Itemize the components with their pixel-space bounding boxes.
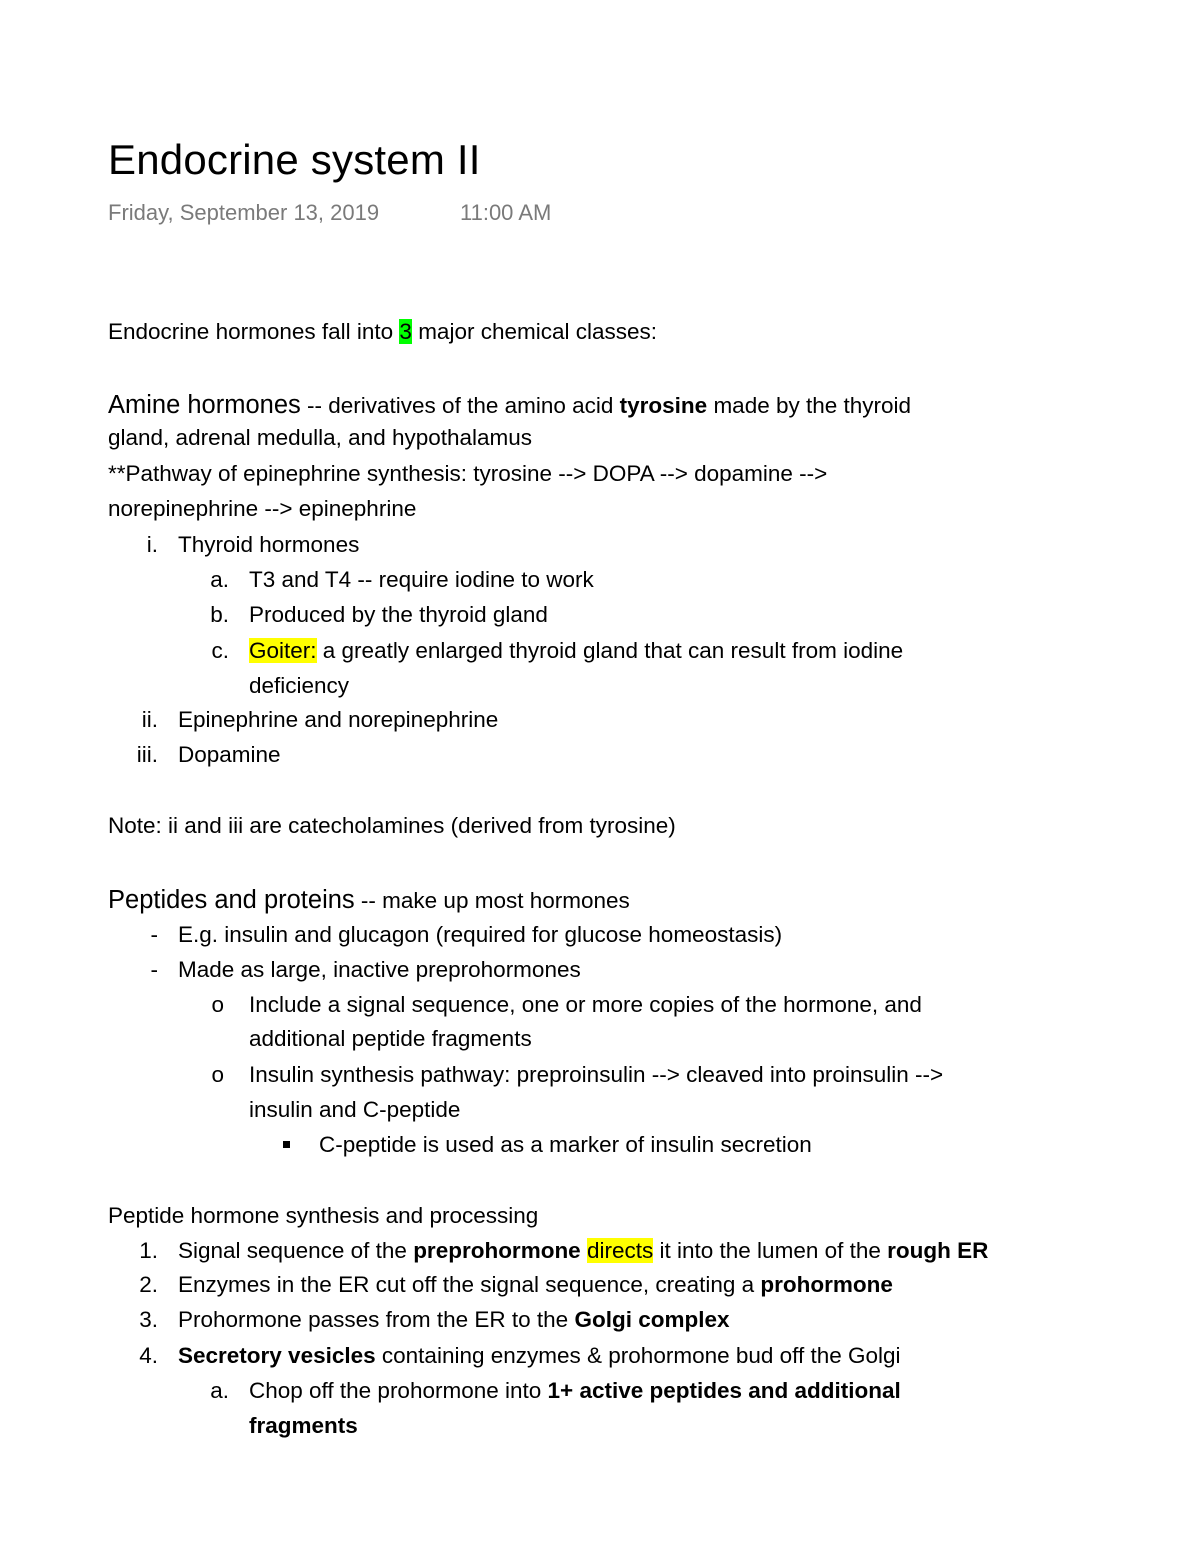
- list-marker: b.: [210, 602, 229, 627]
- list-item-text: [178, 1303, 729, 1337]
- catecholamine-note: Note: ii and iii are catecholamines (derived from tyrosine): [108, 813, 676, 838]
- amine-desc: -- derivatives of the amino acid: [300, 393, 620, 418]
- list-item-text: [178, 1268, 893, 1302]
- amine-heading-line: [108, 388, 911, 423]
- goiter-text: a greatly enlarged thyroid gland that can result from iodine: [316, 638, 904, 663]
- list-item-text: Produced by the thyroid gland: [249, 602, 548, 627]
- bold-term: Secretory vesicles: [178, 1343, 376, 1368]
- highlight-directs: directs: [586, 1238, 654, 1263]
- list-item-text: [249, 1374, 901, 1408]
- list-item-text: C-peptide is used as a marker of insulin secretion: [319, 1132, 812, 1157]
- bold-term: prohormone: [760, 1272, 893, 1297]
- list-item-text: Made as large, inactive preprohormones: [178, 957, 581, 982]
- list-marker: a.: [210, 1378, 229, 1403]
- step-text: Prohormone passes from the ER to the: [178, 1307, 575, 1332]
- list-item-text: Dopamine: [178, 742, 281, 767]
- square-bullet-icon: [283, 1141, 290, 1148]
- list-marker: ii.: [141, 707, 158, 732]
- note-meta: [108, 198, 552, 228]
- bold-term: rough ER: [887, 1238, 989, 1263]
- list-item-text: Include a signal sequence, one or more copies of the hormone, and: [249, 992, 922, 1017]
- list-marker: o: [211, 992, 224, 1017]
- highlight-goiter: Goiter:: [249, 638, 317, 663]
- list-marker: -: [150, 922, 158, 947]
- list-marker: o: [211, 1062, 224, 1087]
- note-time: 11:00 AM: [460, 200, 552, 225]
- list-marker: i.: [146, 532, 158, 557]
- list-item-text-cont: additional peptide fragments: [249, 1026, 532, 1051]
- peptides-heading-line: [108, 883, 630, 918]
- bold-term: preprohormone: [413, 1238, 581, 1263]
- step-text: Chop off the prohormone into: [249, 1378, 548, 1403]
- list-marker: 1.: [139, 1238, 158, 1263]
- list-marker: c.: [211, 638, 229, 663]
- list-marker: 4.: [139, 1343, 158, 1368]
- step-text: Enzymes in the ER cut off the signal sequence, creating a: [178, 1272, 761, 1297]
- list-item-text-cont: deficiency: [249, 673, 350, 698]
- bold-term: Golgi complex: [574, 1307, 730, 1332]
- amine-desc-end: made by the thyroid: [707, 393, 912, 418]
- list-marker: 3.: [139, 1307, 158, 1332]
- list-marker: a.: [210, 567, 229, 592]
- step-text: containing enzymes & prohormone bud off the Golgi: [375, 1343, 901, 1368]
- list-item-text: T3 and T4 -- require iodine to work: [249, 567, 594, 592]
- intro-text-end: major chemical classes:: [411, 319, 658, 344]
- list-marker: -: [150, 957, 158, 982]
- list-marker: iii.: [136, 742, 158, 767]
- list-item-text: E.g. insulin and glucagon (required for glucose homeostasis): [178, 922, 783, 947]
- bold-term: 1+ active peptides and additional: [547, 1378, 901, 1403]
- processing-heading: Peptide hormone synthesis and processing: [108, 1203, 539, 1228]
- highlight-number: 3: [399, 319, 412, 344]
- amine-line2: gland, adrenal medulla, and hypothalamus: [108, 425, 533, 450]
- page-title: Endocrine system II: [108, 136, 481, 183]
- pathway-line1: **Pathway of epinephrine synthesis: tyrosine --> DOPA --> dopamine -->: [108, 461, 828, 486]
- step-text: Signal sequence of the: [178, 1238, 414, 1263]
- list-item-text-cont: fragments: [249, 1413, 358, 1438]
- list-item-text: [178, 1234, 988, 1268]
- list-item-text-cont: insulin and C-peptide: [249, 1097, 461, 1122]
- section-heading-amine: Amine hormones: [108, 391, 301, 419]
- list-item-text: [178, 1339, 901, 1373]
- intro-line: [108, 315, 657, 349]
- section-heading-peptides: Peptides and proteins: [108, 886, 355, 914]
- peptides-desc: -- make up most hormones: [354, 888, 630, 913]
- note-date: Friday, September 13, 2019: [108, 200, 380, 225]
- intro-text: Endocrine hormones fall into: [108, 319, 400, 344]
- bold-tyrosine: tyrosine: [619, 393, 708, 418]
- step-text: it into the lumen of the: [653, 1238, 888, 1263]
- list-item-text: Thyroid hormones: [178, 532, 360, 557]
- list-marker: 2.: [139, 1272, 158, 1297]
- list-item-text: Epinephrine and norepinephrine: [178, 707, 499, 732]
- list-item-text: [249, 634, 903, 668]
- pathway-line2: norepinephrine --> epinephrine: [108, 496, 417, 521]
- list-item-text: Insulin synthesis pathway: preproinsulin --> cleaved into proinsulin -->: [249, 1062, 944, 1087]
